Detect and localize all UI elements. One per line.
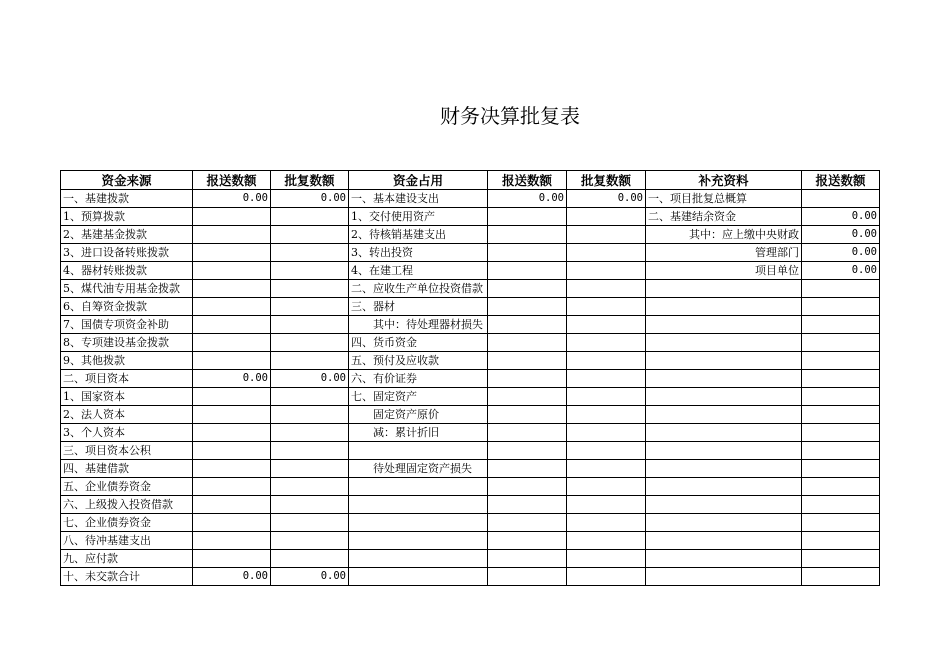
table-cell xyxy=(193,316,271,334)
table-cell xyxy=(488,550,567,568)
table-cell xyxy=(193,226,271,244)
table-cell xyxy=(193,460,271,478)
table-cell xyxy=(488,298,567,316)
table-cell xyxy=(646,316,802,334)
table-cell: 六、上级拨入投资借款 xyxy=(61,496,193,514)
table-row xyxy=(61,208,880,226)
table-cell xyxy=(646,280,802,298)
table-cell: 管理部门 xyxy=(646,244,802,262)
table-cell xyxy=(271,424,349,442)
table-cell: 其中：待处理器材损失 xyxy=(349,316,488,334)
table-cell xyxy=(271,514,349,532)
table-cell xyxy=(349,442,488,460)
table-cell xyxy=(349,532,488,550)
table-cell xyxy=(567,460,646,478)
table-cell xyxy=(488,226,567,244)
table-cell: 9、其他拨款 xyxy=(61,352,193,370)
table-row xyxy=(61,280,880,298)
table-cell xyxy=(802,568,880,586)
table-cell xyxy=(802,460,880,478)
table-cell xyxy=(646,496,802,514)
table-cell xyxy=(271,388,349,406)
page-title: 财务决算批复表 xyxy=(440,104,580,128)
table-cell: 二、基建结余资金 xyxy=(646,208,802,226)
table-cell xyxy=(646,352,802,370)
table-row xyxy=(61,298,880,316)
table-cell xyxy=(193,334,271,352)
table-cell xyxy=(567,316,646,334)
table-cell xyxy=(271,262,349,280)
table-cell: 3、进口设备转账拨款 xyxy=(61,244,193,262)
table-cell xyxy=(271,532,349,550)
table-cell xyxy=(488,406,567,424)
table-cell xyxy=(349,568,488,586)
table-row xyxy=(61,244,880,262)
table-cell xyxy=(567,388,646,406)
header-cell: 资金来源 xyxy=(61,171,193,190)
table-cell xyxy=(802,550,880,568)
table-cell: 九、应付款 xyxy=(61,550,193,568)
table-cell xyxy=(271,496,349,514)
table-cell: 二、项目资本 xyxy=(61,370,193,388)
table-cell xyxy=(567,424,646,442)
table-row xyxy=(61,460,880,478)
table-row xyxy=(61,334,880,352)
table-cell: 0.00 xyxy=(802,208,880,226)
table-cell: 一、基建拨款 xyxy=(61,190,193,208)
table-cell xyxy=(646,388,802,406)
table-cell xyxy=(567,514,646,532)
table-row xyxy=(61,514,880,532)
table-cell: 一、基本建设支出 xyxy=(349,190,488,208)
table-row xyxy=(61,568,880,586)
table-cell: 四、货币资金 xyxy=(349,334,488,352)
table-cell: 1、预算拨款 xyxy=(61,208,193,226)
table-cell: 七、企业债券资金 xyxy=(61,514,193,532)
table-cell xyxy=(488,532,567,550)
table-cell xyxy=(567,352,646,370)
table-cell: 其中：应上缴中央财政 xyxy=(646,226,802,244)
table-cell xyxy=(567,262,646,280)
table-cell: 3、转出投资 xyxy=(349,244,488,262)
table-cell xyxy=(271,352,349,370)
table-cell xyxy=(567,532,646,550)
table-cell: 四、基建借款 xyxy=(61,460,193,478)
table-cell xyxy=(349,550,488,568)
table-cell xyxy=(193,298,271,316)
table-cell xyxy=(488,316,567,334)
table-row xyxy=(61,496,880,514)
table-cell xyxy=(349,478,488,496)
table-cell: 二、应收生产单位投资借款 xyxy=(349,280,488,298)
table-row xyxy=(61,226,880,244)
table-cell: 4、在建工程 xyxy=(349,262,488,280)
table-cell xyxy=(646,298,802,316)
table-row xyxy=(61,388,880,406)
table-cell xyxy=(646,370,802,388)
table-row xyxy=(61,262,880,280)
table-cell xyxy=(567,370,646,388)
table-cell: 0.00 xyxy=(488,190,567,208)
table-row xyxy=(61,532,880,550)
table-cell xyxy=(802,280,880,298)
table-cell xyxy=(567,568,646,586)
table-cell xyxy=(193,388,271,406)
header-cell: 补充资料 xyxy=(646,171,802,190)
table-cell: 八、待冲基建支出 xyxy=(61,532,193,550)
table-cell xyxy=(271,334,349,352)
table-cell: 0.00 xyxy=(271,190,349,208)
table-cell xyxy=(271,550,349,568)
table-cell xyxy=(646,532,802,550)
table-cell xyxy=(802,388,880,406)
table-cell: 0.00 xyxy=(193,370,271,388)
table-row xyxy=(61,316,880,334)
table-cell xyxy=(646,460,802,478)
table-cell xyxy=(802,532,880,550)
table-cell: 减：累计折旧 xyxy=(349,424,488,442)
header-row xyxy=(61,171,880,190)
table-cell: 六、有价证券 xyxy=(349,370,488,388)
table-cell: 三、器材 xyxy=(349,298,488,316)
table-cell: 0.00 xyxy=(802,226,880,244)
table-cell xyxy=(193,352,271,370)
table-cell: 2、待核销基建支出 xyxy=(349,226,488,244)
header-cell: 批复数额 xyxy=(567,171,646,190)
table-cell: 三、项目资本公积 xyxy=(61,442,193,460)
table-row xyxy=(61,370,880,388)
approval-table xyxy=(60,170,880,586)
table-cell xyxy=(193,496,271,514)
table-cell: 0.00 xyxy=(567,190,646,208)
table-cell xyxy=(802,316,880,334)
table-cell xyxy=(802,406,880,424)
table-cell: 项目单位 xyxy=(646,262,802,280)
table-cell xyxy=(488,334,567,352)
table-cell xyxy=(802,190,880,208)
table-cell xyxy=(567,334,646,352)
table-cell: 十、未交款合计 xyxy=(61,568,193,586)
table-cell xyxy=(802,514,880,532)
table-cell: 2、法人资本 xyxy=(61,406,193,424)
table-cell xyxy=(646,550,802,568)
table-cell xyxy=(193,478,271,496)
table-cell xyxy=(488,208,567,226)
table-cell xyxy=(802,496,880,514)
table-cell xyxy=(567,280,646,298)
table-cell xyxy=(802,424,880,442)
table-row xyxy=(61,478,880,496)
table-cell: 5、煤代油专用基金拨款 xyxy=(61,280,193,298)
table-cell xyxy=(193,244,271,262)
table-cell xyxy=(271,208,349,226)
table-row xyxy=(61,550,880,568)
table-cell xyxy=(488,496,567,514)
table-cell: 待处理固定资产损失 xyxy=(349,460,488,478)
table-cell: 0.00 xyxy=(802,244,880,262)
table-cell xyxy=(271,406,349,424)
table-cell xyxy=(271,442,349,460)
table-cell xyxy=(488,442,567,460)
table-row xyxy=(61,424,880,442)
table-cell: 4、器材转账拨款 xyxy=(61,262,193,280)
table-cell: 0.00 xyxy=(193,568,271,586)
table-cell xyxy=(193,208,271,226)
table-cell xyxy=(193,424,271,442)
table-cell: 8、专项建设基金拨款 xyxy=(61,334,193,352)
table-cell xyxy=(488,388,567,406)
header-cell: 批复数额 xyxy=(271,171,349,190)
table-cell xyxy=(193,262,271,280)
table-row xyxy=(61,442,880,460)
table-cell xyxy=(646,478,802,496)
table-cell xyxy=(802,334,880,352)
table-cell xyxy=(802,298,880,316)
table-cell xyxy=(193,280,271,298)
table-cell xyxy=(567,478,646,496)
header-cell: 资金占用 xyxy=(349,171,488,190)
table-cell xyxy=(271,226,349,244)
table-cell: 五、预付及应收款 xyxy=(349,352,488,370)
table-cell xyxy=(567,406,646,424)
table-cell xyxy=(567,496,646,514)
table-cell xyxy=(193,532,271,550)
header-cell: 报送数额 xyxy=(193,171,271,190)
table-cell: 1、国家资本 xyxy=(61,388,193,406)
table-cell xyxy=(271,280,349,298)
header-cell: 报送数额 xyxy=(488,171,567,190)
table-cell xyxy=(271,460,349,478)
table-cell xyxy=(349,514,488,532)
table-cell xyxy=(271,244,349,262)
table-cell xyxy=(488,424,567,442)
table-cell xyxy=(646,568,802,586)
table-cell xyxy=(271,316,349,334)
table-cell xyxy=(646,334,802,352)
table-cell xyxy=(193,442,271,460)
table-cell xyxy=(567,226,646,244)
table-cell xyxy=(567,442,646,460)
table-cell xyxy=(802,370,880,388)
table-cell xyxy=(193,406,271,424)
table-cell xyxy=(567,244,646,262)
table-cell xyxy=(271,478,349,496)
table-cell xyxy=(488,568,567,586)
table-cell: 一、项目批复总概算 xyxy=(646,190,802,208)
table-cell: 固定资产原价 xyxy=(349,406,488,424)
table-cell: 0.00 xyxy=(271,568,349,586)
table-cell: 2、基建基金拨款 xyxy=(61,226,193,244)
table-cell: 3、个人资本 xyxy=(61,424,193,442)
table-cell: 0.00 xyxy=(271,370,349,388)
table-cell xyxy=(646,424,802,442)
table-cell: 五、企业债券资金 xyxy=(61,478,193,496)
table-cell xyxy=(488,262,567,280)
table-cell xyxy=(349,496,488,514)
table-cell xyxy=(646,514,802,532)
header-cell: 报送数额 xyxy=(802,171,880,190)
table-row xyxy=(61,406,880,424)
table-cell xyxy=(488,460,567,478)
table-cell xyxy=(802,478,880,496)
table-cell xyxy=(802,442,880,460)
table-cell: 1、交付使用资产 xyxy=(349,208,488,226)
table-cell xyxy=(271,298,349,316)
table-cell: 7、国债专项资金补助 xyxy=(61,316,193,334)
table-cell xyxy=(646,406,802,424)
table-cell: 0.00 xyxy=(802,262,880,280)
table-cell xyxy=(488,514,567,532)
table-cell xyxy=(802,352,880,370)
table-cell: 6、自筹资金拨款 xyxy=(61,298,193,316)
table-cell xyxy=(567,208,646,226)
table-cell xyxy=(488,370,567,388)
table-cell xyxy=(488,280,567,298)
table-cell xyxy=(488,244,567,262)
table-row xyxy=(61,190,880,208)
table-cell xyxy=(488,478,567,496)
table-cell xyxy=(193,514,271,532)
table-cell xyxy=(488,352,567,370)
table-cell: 七、固定资产 xyxy=(349,388,488,406)
table-cell xyxy=(193,550,271,568)
table-cell xyxy=(646,442,802,460)
table-cell xyxy=(567,298,646,316)
table-row xyxy=(61,352,880,370)
table-cell: 0.00 xyxy=(193,190,271,208)
table-cell xyxy=(567,550,646,568)
